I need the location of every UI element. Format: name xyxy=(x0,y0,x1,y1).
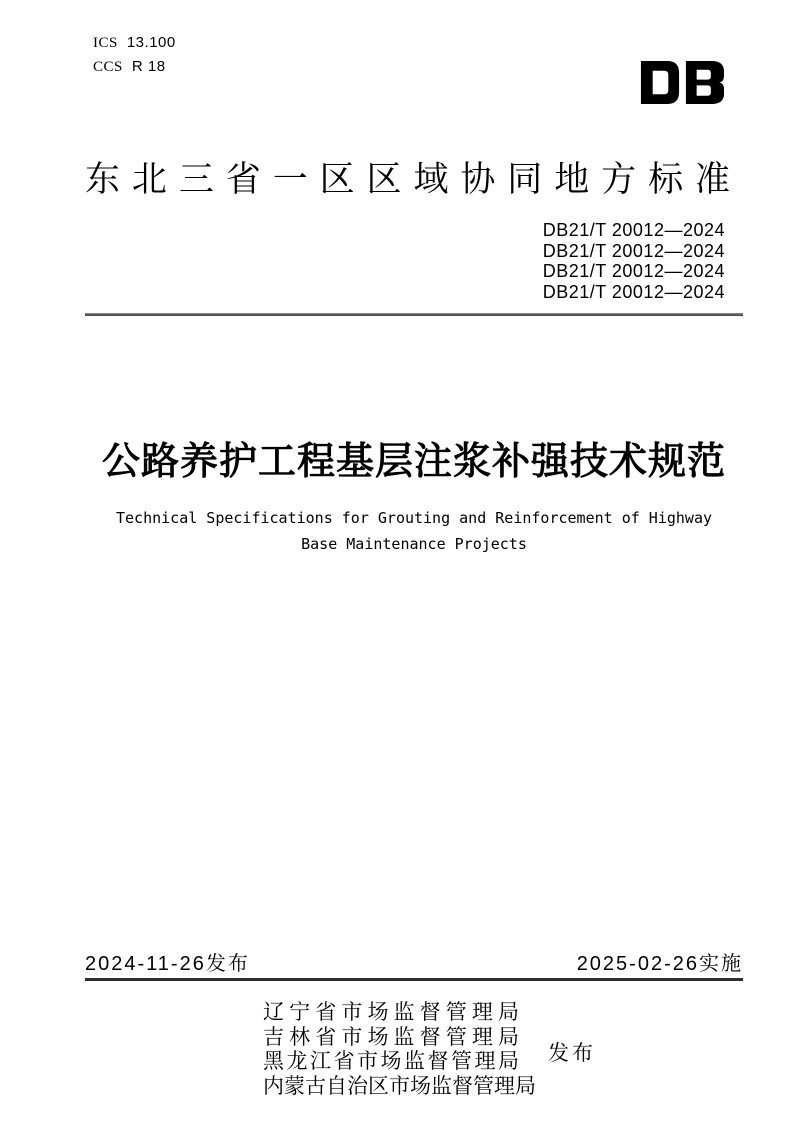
publish-label: 发布 xyxy=(548,1042,596,1065)
classification-codes xyxy=(93,31,176,79)
english-title-line1: Technical Specifications for Grouting and Reinforcement of Highway xyxy=(115,509,713,527)
top-divider-rule xyxy=(85,313,743,316)
db-logo-icon xyxy=(639,60,725,105)
ccs-value: R 18 xyxy=(131,58,166,75)
publisher: 黑龙江省市场监督管理局 xyxy=(263,1050,519,1073)
publisher: 内蒙古自治区市场监督管理局 xyxy=(263,1074,536,1098)
standard-number-block xyxy=(85,220,725,302)
standard-number: DB21/T 20012—2024 xyxy=(542,281,725,302)
english-title-line2: Base Maintenance Projects xyxy=(301,535,527,553)
ccs-code xyxy=(93,55,176,79)
publishers-block xyxy=(263,1001,536,1099)
ccs-label: CCS xyxy=(93,59,123,75)
ics-value: 13.100 xyxy=(126,34,176,51)
english-title xyxy=(85,505,743,557)
region-standard-title: 东北三省一区区域协同地方标准 xyxy=(85,160,741,199)
standard-number: DB21/T 20012—2024 xyxy=(542,240,725,261)
main-title: 公路养护工程基层注浆补强技术规范 xyxy=(101,441,726,483)
ics-label: ICS xyxy=(93,35,118,51)
publisher: 吉林省市场监督管理局 xyxy=(263,1025,519,1049)
standard-number: DB21/T 20012—2024 xyxy=(542,220,725,240)
dates-row xyxy=(85,947,743,976)
publisher: 辽宁省市场监督管理局 xyxy=(263,1001,519,1024)
bottom-divider-rule xyxy=(85,978,743,981)
issue-date: 2024-11-26发布 xyxy=(85,953,250,975)
implement-date: 2025-02-26实施 xyxy=(576,953,743,975)
standard-number: DB21/T 20012—2024 xyxy=(542,261,725,281)
ics-code xyxy=(93,31,176,55)
